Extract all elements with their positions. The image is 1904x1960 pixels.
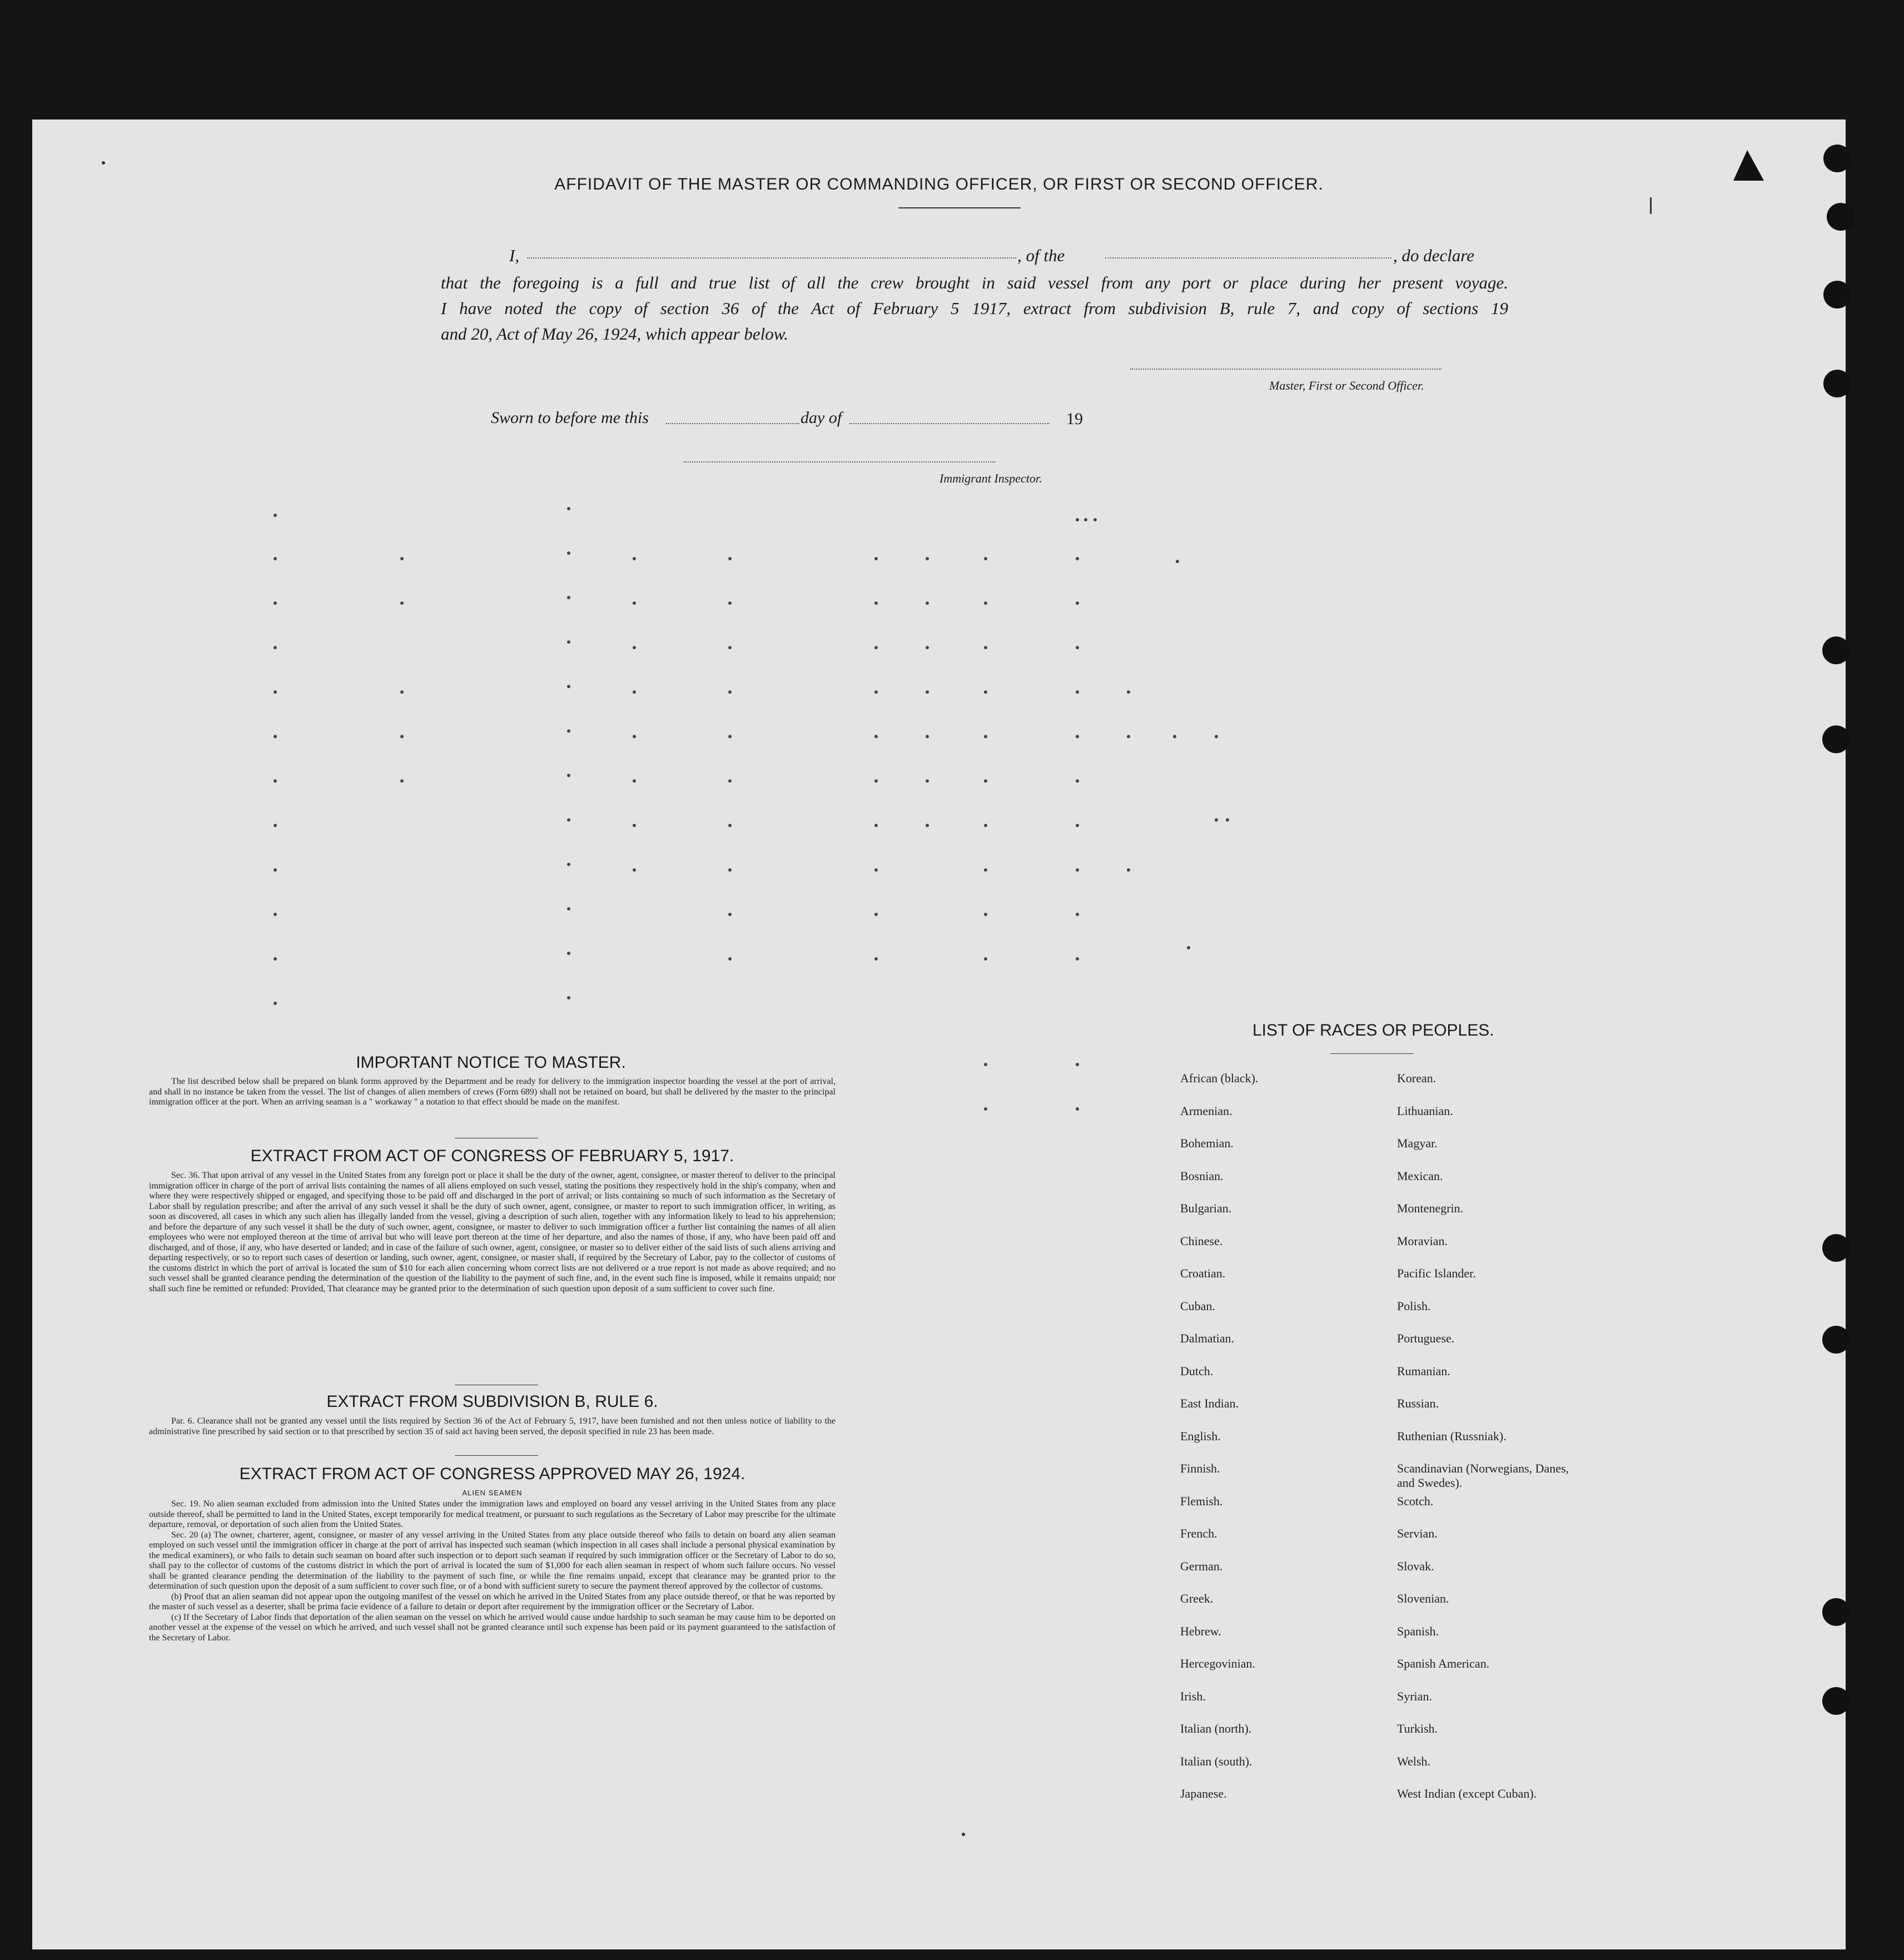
race-item: Portuguese. [1397,1331,1455,1345]
extract-1917-title: EXTRACT FROM ACT OF CONGRESS OF FEBRUARY 5, 1917. [250,1147,734,1165]
races-underline [1330,1053,1414,1054]
speck [962,1833,965,1836]
race-item: Magyar. [1397,1136,1438,1150]
race-item: German. [1180,1559,1223,1573]
extract-rule6-title: EXTRACT FROM SUBDIVISION B, RULE 6. [326,1392,658,1411]
race-item: Hercegovinian. [1180,1656,1255,1670]
inspector-label: Immigrant Inspector. [939,471,1042,485]
punch-hole [1822,1687,1850,1715]
race-item: Bohemian. [1180,1136,1234,1150]
document-page [32,120,1846,1949]
race-item: Servian. [1397,1526,1438,1540]
affidavit-title: AFFIDAVIT OF THE MASTER OR COMMANDING OFFICER, OR FIRST OR SECOND OFFICER. [554,175,1324,193]
master-signature-label: Master, First or Second Officer. [1269,379,1424,392]
race-item: Mexican. [1397,1168,1443,1183]
races-title: LIST OF RACES OR PEOPLES. [1252,1021,1494,1039]
race-item: French. [1180,1526,1217,1540]
do-declare-label: , do declare [1393,246,1475,265]
race-item: Cuban. [1180,1299,1215,1313]
race-item: Scotch. [1397,1494,1434,1508]
extract-rule6-divider [455,1455,538,1456]
declaration-line-2: I have noted the copy of section 36 of the Act of February 5 1917, extract from subdivision B, rule 7, and copy of sections 19 [441,299,1508,318]
race-item: Irish. [1180,1689,1206,1703]
race-item: Slovak. [1397,1559,1434,1573]
declaration-line-3: and 20, Act of May 26, 1924, which appear below. [441,324,788,344]
race-item: Scandinavian (Norwegians, Danes, and Swedes). [1397,1461,1569,1490]
extract-1924-paragraph: Sec. 19. No alien seaman excluded from admission into the United States under the immigration laws and employed on board any vessel arriving in the United States from any place outside thereof, shall be permitted to land in the United States, except temporarily for medical treatment, or pursuant to such regulations as the Secretary of Labor may prescribe for the ultimate departure, removal, or deportation of such alien from the United States. [149,1499,836,1529]
race-item: Hebrew. [1180,1624,1221,1638]
affidavit-i-label: I, [509,246,520,265]
race-item: Bulgarian. [1180,1201,1232,1215]
extract-1924-subtitle: ALIEN SEAMEN [462,1489,523,1497]
race-item: Finnish. [1180,1461,1220,1475]
notice-text: The list described below shall be prepared on blank forms approved by the Department and be ready for delivery to the immigration inspector boarding the vessel at the port of arrival, and shall in no instance be taken from the vessel. The list of changes of alien members of crews (Form 689) shall not be retained on board, but shall be delivered by the master to the principal immigration officer at the port. When an arriving seaman is a " workaway " a notation to that effect should be made on the manifest. [149,1077,836,1107]
race-item: Rumanian. [1397,1364,1450,1378]
extract-1917-text: Sec. 36. That upon arrival of any vessel in the United States from any foreign port or place it shall be the duty of the owner, agent, consignee, or master thereof to deliver to the principal immigration officer in charge of the port of arrival lists containing the names of all aliens employed on such vessel, stating the positions they respectively hold in the ship's company, when and where they were respectively shipped or engaged, and specifying those to be paid off and discharged in the port of arrival; or lists containing so much of such information as the Secretary of Labor shall by regulation prescribe; and after the arrival of any such vessel it shall be the duty of such owner, agent, consignee, or master to report to such immigration officer, in writing, as soon as discovered, all cases in which any such alien has illegally landed from the vessel, giving a description of such alien, together with any information likely to lead to his apprehension; and before the departure of any such vessel it shall be the duty of such owner, agent, consignee, or master to deliver to such immigration officer a further list containing the names of all alien employees who were not employed thereon at the time of arrival but who will leave port thereon at the time of her departure, and also the names of those, if any, who have been paid off and discharged, and of those, if any, who have deserted or landed; and in case of the failure of such owner, agent, consignee, or master so to deliver either of the said lists of such aliens arriving and departing respectively, or so to report such cases of desertion or landing, such owner, agent, consignee, or master shall, if required by the Secretary of Labor, pay to the collector of customs of the customs district in which the port of arrival is located the sum of $10 for each alien concerning whom correct lists are not delivered or a true report is not made as above required; and no such vessel shall be granted clearance pending the determination of the question of the liability to the payment of such fine, and, in the event such fine is imposed, while it remains unpaid; nor shall such fine be remitted or refunded: Provided, That clearance may be granted prior to the determination of such question upon deposit of a sum sufficient to cover such fine. [149,1171,836,1294]
extract-1924-title: EXTRACT FROM ACT OF CONGRESS APPROVED MAY 26, 1924. [239,1465,745,1483]
extract-1924-text [149,1499,836,1643]
extract-1924-paragraph: Sec. 20 (a) The owner, charterer, agent, consignee, or master of any vessel arriving in the United States from any place outside thereof who fails to detain on board any alien seaman employed on such vessel until the immigration officer in charge at the port of arrival has inspected such seaman (which inspection in all cases shall include a personal physical examination by the medical examiners), or who fails to detain such seaman on board after such inspection or to deport such seaman if required by such immigration officer or the Secretary of Labor to do so, shall pay to the collector of customs of the customs district in which the port of arrival is located the sum of $1,000 for each alien seaman in respect of whom such failure occurs. No vessel shall be granted clearance pending the determination of the liability to the payment of such fine, or while the fine remains unpaid, except that clearance may be granted prior to the determination of such question upon the deposit of a sum sufficient to cover such fine, or of a bond with sufficient surety to secure the payment thereof approved by the collector of customs. [149,1530,836,1591]
race-item: Armenian. [1180,1103,1232,1118]
race-item: Korean. [1397,1071,1436,1085]
of-the-label: , of the [1017,246,1065,265]
race-item: Welsh. [1397,1754,1430,1768]
race-item: Dutch. [1180,1364,1214,1378]
race-item: Flemish. [1180,1494,1223,1508]
race-item: Pacific Islander. [1397,1266,1476,1280]
speck [102,161,105,165]
race-item: Croatian. [1180,1266,1226,1280]
punch-hole [1822,1598,1850,1626]
race-item: Italian (north). [1180,1722,1252,1735]
race-item: Spanish. [1397,1624,1439,1638]
race-item: Japanese. [1180,1787,1227,1800]
year-prefix: 19 [1066,410,1083,428]
race-item: Turkish. [1397,1722,1438,1735]
sworn-label: Sworn to before me this [491,409,649,427]
extract-1924-paragraph: (b) Proof that an alien seaman did not appear upon the outgoing manifest of the vessel on which he arrived in the United States from any place outside thereof, or that he was reported by the master of such vessel as a deserter, shall be prima facie evidence of a failure to detain or deport after requirement by the immigration officer or the Secretary of Labor. [149,1591,836,1611]
race-item: Polish. [1397,1299,1431,1313]
race-item: West Indian (except Cuban). [1397,1787,1537,1800]
race-item: Syrian. [1397,1689,1432,1703]
notice-title: IMPORTANT NOTICE TO MASTER. [356,1053,626,1072]
race-item: Italian (south). [1180,1754,1252,1768]
race-item: Lithuanian. [1397,1103,1453,1118]
extract-1924-paragraph: (c) If the Secretary of Labor finds that deportation of the alien seaman on the vessel on which he arrived would cause undue hardship to such seaman he may cause him to be deported on another vessel at the expense of the vessel on which he arrived, and such vessel shall not be granted clearance until such expense has been paid or its payment guaranteed to the satisfaction of the Secretary of Labor. [149,1612,836,1643]
race-item: English. [1180,1429,1221,1443]
race-item: Ruthenian (Russniak). [1397,1429,1507,1443]
race-item: Chinese. [1180,1233,1223,1248]
declaration-line-1: that the foregoing is a full and true list of all the crew brought in said vessel from any port or place during her present voyage. [441,273,1508,292]
race-item: East Indian. [1180,1396,1239,1410]
race-item: Russian. [1397,1396,1439,1410]
day-of-label: day of [801,409,842,427]
race-item: Greek. [1180,1591,1214,1605]
race-item: Dalmatian. [1180,1331,1235,1345]
extract-rule6-text: Par. 6. Clearance shall not be granted any vessel until the lists required by Section 36 of the Act of February 5, 1917, have been furnished and not then unless notice of liability to the administrative fine prescribed by said section or to that prescribed by section 35 of said act having been served, the deposit specified in rule 23 has been made. [149,1416,836,1436]
race-item: Montenegrin. [1397,1201,1464,1215]
race-item: Bosnian. [1180,1168,1224,1183]
race-item: Spanish American. [1397,1656,1490,1670]
race-item: Moravian. [1397,1233,1448,1248]
race-item: African (black). [1180,1071,1259,1085]
race-item: Slovenian. [1397,1591,1449,1605]
speck [1650,197,1652,214]
